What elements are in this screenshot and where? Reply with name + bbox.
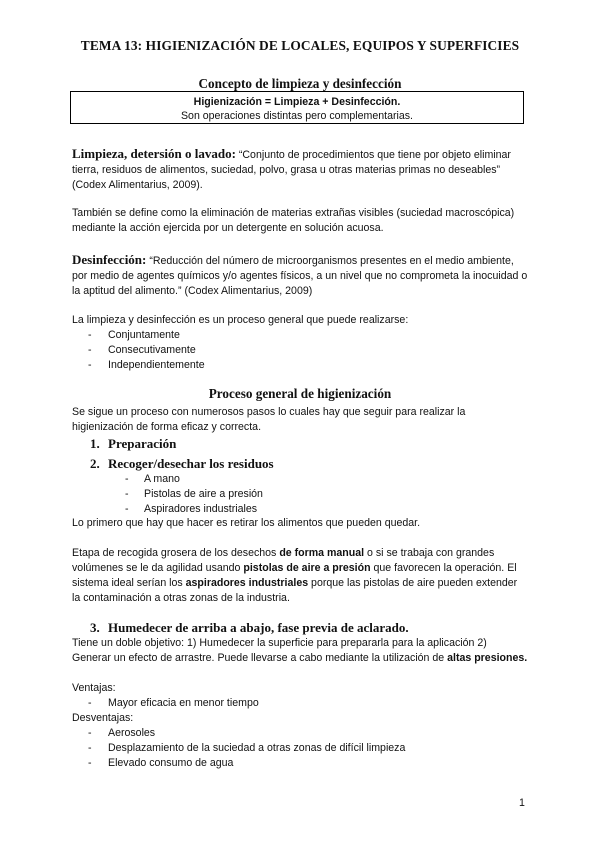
limpieza-extra-paragraph: También se define como la eliminación de materias extrañas visibles (suciedad macroscópica) mediante la acción ejercida por un detergente en solución acuosa. [72, 207, 515, 234]
list-item: - A mano [72, 472, 263, 487]
desinfeccion-paragraph [72, 252, 528, 299]
step-number: 3. [90, 620, 100, 635]
step-number: 1. [90, 436, 100, 451]
step-label: Humedecer de arriba a abajo, fase previa de aclarado. [108, 620, 409, 635]
modes-list [72, 328, 205, 373]
list-item: - Mayor eficacia en menor tiempo [72, 696, 259, 711]
step2-methods-list [72, 472, 263, 517]
page-number: 1 [519, 797, 525, 809]
limpieza-term: Limpieza, detersión o lavado: [72, 146, 236, 161]
step3-paragraph [72, 636, 528, 666]
desventajas-label: Desventajas: [72, 712, 134, 724]
list-item: - Aspiradores industriales [72, 502, 263, 517]
list-item: - Desplazamiento de la suciedad a otras zonas de difícil limpieza [72, 741, 405, 756]
general-intro: La limpieza y desinfección es un proceso general que puede realizarse: [72, 314, 409, 326]
text-run: o si se trabaja con grandes volúmenes se le da agilidad usando [72, 547, 495, 574]
bold-text: pistolas de aire a presión [243, 562, 371, 574]
ventajas-label: Ventajas: [72, 682, 116, 694]
desventajas-list [72, 726, 405, 771]
step-3 [90, 620, 409, 636]
proceso-intro: Se sigue un proceso con numerosos pasos lo cuales hay que seguir para realizar la higienización de forma eficaz y correcta. [72, 406, 466, 433]
list-item: - Conjuntamente [72, 328, 205, 343]
text-run: Etapa de recogida grosera de los desechos [72, 547, 280, 559]
step-1 [90, 436, 176, 452]
step-label: Recoger/desechar los residuos [108, 456, 274, 471]
limpieza-definition: “Conjunto de procedimientos que tiene por objeto eliminar tierra, residuos de alimentos, suciedad, polvo, grasa u otras materias primas no deseables” (Codex Alimentarius, 2009). [72, 149, 511, 191]
step2-detail-paragraph [72, 546, 528, 606]
document-title: TEMA 13: HIGIENIZACIÓN DE LOCALES, EQUIPOS Y SUPERFICIES [80, 38, 520, 53]
bold-text: aspiradores industriales [185, 577, 309, 589]
definition-box [70, 91, 524, 124]
section-heading-proceso: Proceso general de higienización [208, 386, 392, 401]
ventajas-list [72, 696, 259, 711]
bold-text: de forma manual [279, 547, 365, 559]
limpieza-paragraph [72, 146, 528, 193]
list-item: - Pistolas de aire a presión [72, 487, 263, 502]
step2-note: Lo primero que hay que hacer es retirar los alimentos que pueden quedar. [72, 517, 421, 529]
step-label: Preparación [108, 436, 177, 451]
box-formula: Higienización = Limpieza + Desinfección. [193, 96, 401, 108]
text-run: que favorecen la operación. El sistema ideal serían los [72, 562, 517, 589]
bold-text: altas presiones. [447, 652, 528, 664]
list-item: - Independientemente [72, 358, 205, 373]
step-2 [90, 456, 274, 472]
box-subtitle: Son operaciones distintas pero complementarias. [180, 110, 413, 122]
section-heading-concepto: Concepto de limpieza y desinfección [198, 76, 402, 91]
list-item: - Elevado consumo de agua [72, 756, 405, 771]
desinfeccion-term: Desinfección: [72, 252, 147, 267]
list-item: - Aerosoles [72, 726, 405, 741]
text-run: porque las pistolas de aire pueden extender la contaminación a otras zonas de la industria. [72, 577, 518, 604]
desinfeccion-definition: “Reducción del número de microorganismos presentes en el medio ambiente, por medio de agentes químicos y/o agentes físicos, a un nivel que no comprometa la inocuidad o la aptitud del alimento.” (Codex Alimentarius, 2009) [72, 255, 528, 297]
step-number: 2. [90, 456, 100, 471]
text-run: Tiene un doble objetivo: 1) Humedecer la superficie para prepararla para la aplicación 2) Generar un efecto de arrastre. Puede llevarse a cabo mediante la utilización de [72, 637, 487, 664]
list-item: - Consecutivamente [72, 343, 205, 358]
